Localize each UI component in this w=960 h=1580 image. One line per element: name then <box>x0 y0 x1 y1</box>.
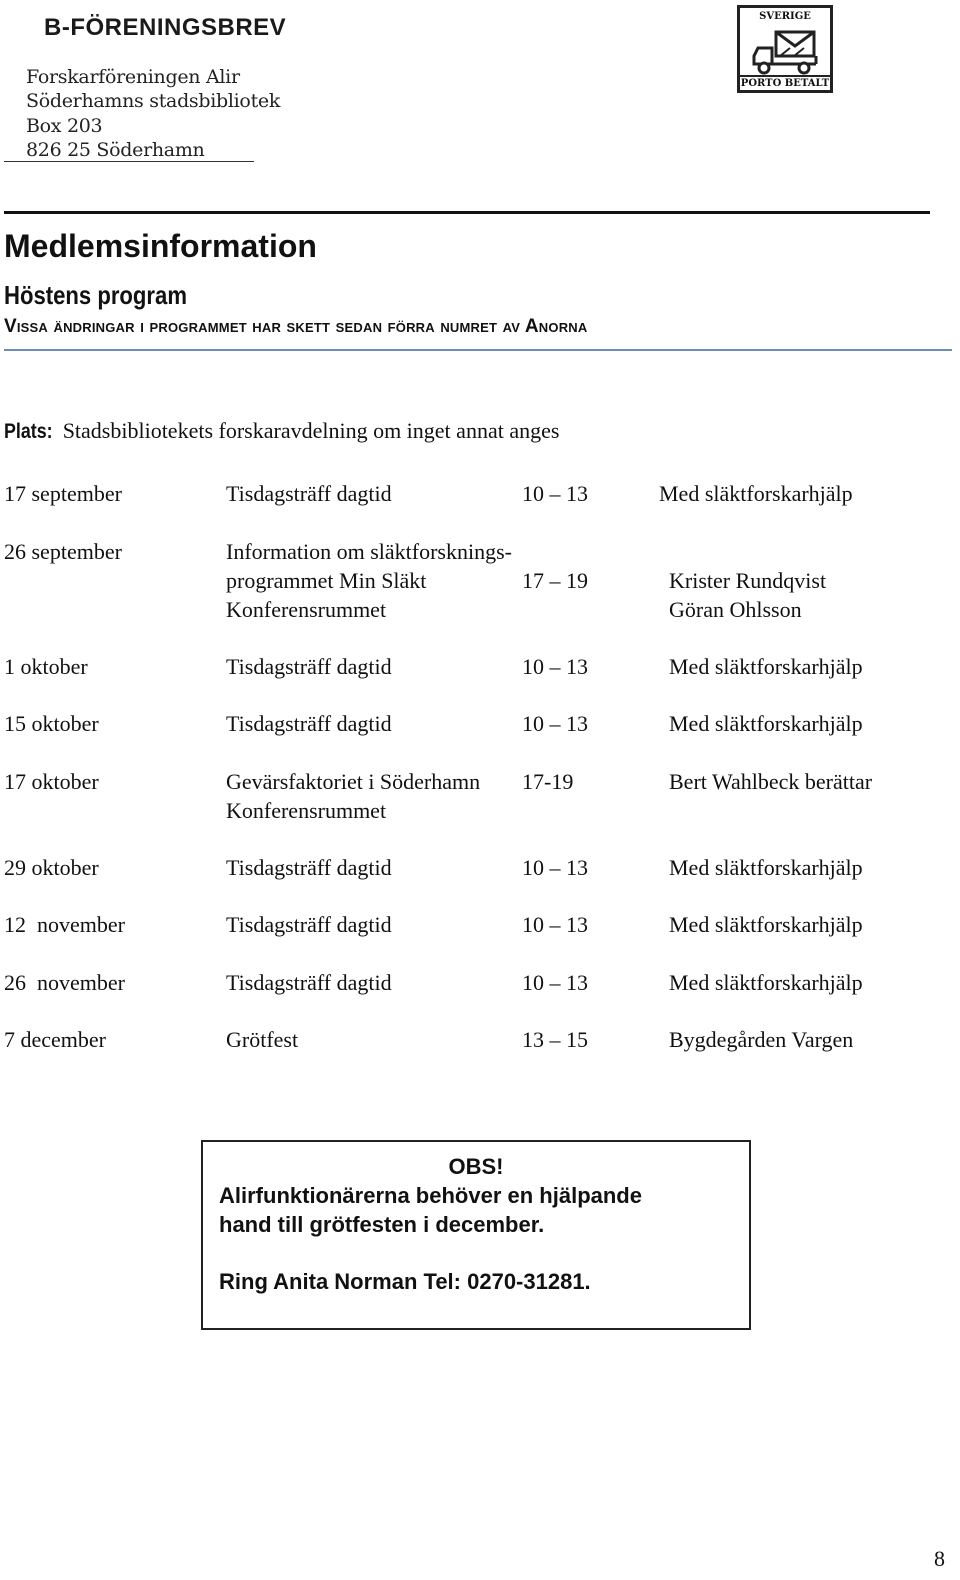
event-host: Göran Ohlsson <box>669 597 802 622</box>
event-date: 1 oktober <box>4 654 88 679</box>
event-note: Bert Wahlbeck berättar <box>669 769 873 794</box>
section-title: Medlemsinformation <box>4 228 317 264</box>
event-location: Konferensrummet <box>226 798 387 823</box>
event-time: 10 – 13 <box>522 654 588 679</box>
event-activity: Information om släktforsknings- <box>226 539 512 564</box>
event-date: 12 november <box>4 912 125 937</box>
stamp-postage-label: PORTO BETALT <box>740 75 830 89</box>
address-line-organization: Forskarföreningen Alir <box>26 66 240 88</box>
notice-box <box>201 1140 751 1330</box>
notice-heading: OBS! <box>448 1154 504 1179</box>
event-activity: Gevärsfaktoriet i Söderhamn <box>226 769 481 794</box>
stamp-country-label: SVERIGE <box>759 11 811 22</box>
truck-envelope-icon <box>750 26 822 76</box>
place-label: Plats: <box>4 420 53 443</box>
address-underline <box>4 161 254 162</box>
event-activity: Tisdagsträff dagtid <box>226 654 392 679</box>
event-time: 13 – 15 <box>522 1027 588 1052</box>
address-line-box: Box 203 <box>26 115 103 137</box>
event-date: 15 oktober <box>4 711 99 736</box>
event-activity: Tisdagsträff dagtid <box>226 855 392 880</box>
event-date: 29 oktober <box>4 855 99 880</box>
event-activity: programmet Min Släkt <box>226 568 427 593</box>
event-host: Krister Rundqvist <box>669 568 827 593</box>
event-time: 10 – 13 <box>522 711 588 736</box>
letter-title: B-FÖRENINGSBREV <box>44 14 287 41</box>
event-activity: Tisdagsträff dagtid <box>226 912 392 937</box>
page-number: 8 <box>934 1546 945 1571</box>
event-activity: Tisdagsträff dagtid <box>226 970 392 995</box>
program-change-note: Vissa ändringar i programmet har skett sedan förra numret av Anorna <box>4 316 588 337</box>
event-time: 10 – 13 <box>522 912 588 937</box>
section-subtitle: Höstens program <box>4 280 187 310</box>
place-text: Stadsbibliotekets forskaravdelning om inget annat anges <box>62 418 560 443</box>
event-time: 17-19 <box>522 769 574 794</box>
event-date: 17 september <box>4 481 122 506</box>
event-time: 10 – 13 <box>522 970 588 995</box>
event-time: 10 – 13 <box>522 855 588 880</box>
event-note: Med släktforskarhjälp <box>659 481 853 506</box>
event-note: Med släktforskarhjälp <box>669 711 863 736</box>
address-line-library: Söderhamns stadsbibliotek <box>26 90 281 112</box>
event-date: 26 november <box>4 970 125 995</box>
notice-text: Alirfunktionärerna behöver en hjälpande <box>219 1183 642 1208</box>
event-activity: Tisdagsträff dagtid <box>226 711 392 736</box>
event-location: Konferensrummet <box>226 597 387 622</box>
header-divider <box>4 211 930 214</box>
event-time: 10 – 13 <box>522 481 588 506</box>
notice-contact: Ring Anita Norman Tel: 0270-31281. <box>219 1269 591 1294</box>
event-date: 26 september <box>4 539 122 564</box>
event-note: Med släktforskarhjälp <box>669 970 863 995</box>
event-date: 17 oktober <box>4 769 99 794</box>
event-note: Med släktforskarhjälp <box>669 855 863 880</box>
place-line <box>4 418 559 444</box>
event-time: 17 – 19 <box>522 568 588 593</box>
postage-stamp <box>737 5 833 93</box>
section-divider <box>4 349 952 351</box>
event-activity: Grötfest <box>226 1027 299 1052</box>
event-date: 7 december <box>4 1027 106 1052</box>
event-activity: Tisdagsträff dagtid <box>226 481 392 506</box>
address-line-postal: 826 25 Söderhamn <box>26 139 205 161</box>
event-note: Bygdegården Vargen <box>669 1027 854 1052</box>
event-note: Med släktforskarhjälp <box>669 654 863 679</box>
notice-text: hand till grötfesten i december. <box>219 1212 545 1237</box>
event-note: Med släktforskarhjälp <box>669 912 863 937</box>
